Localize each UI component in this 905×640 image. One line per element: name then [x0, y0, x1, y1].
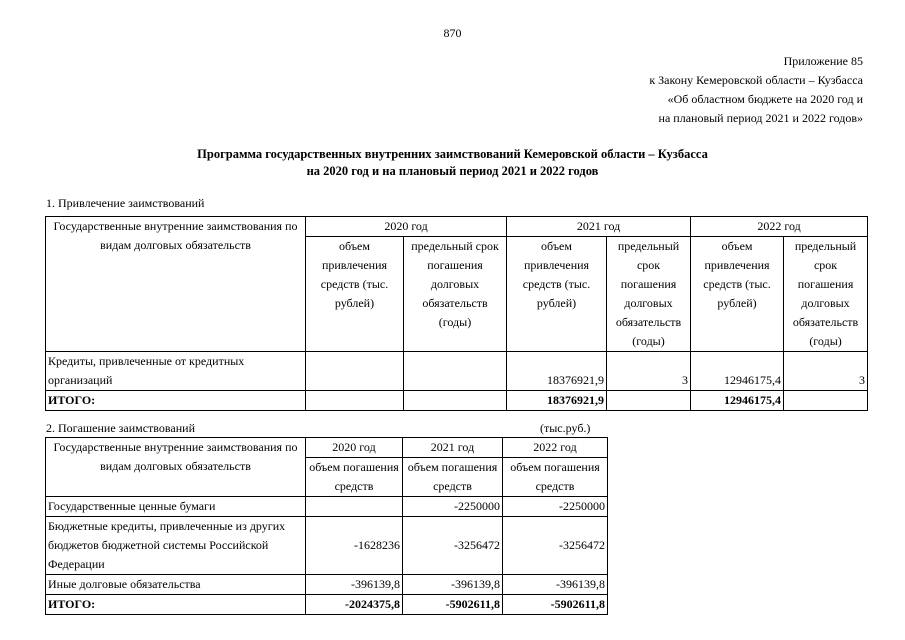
- annex-header: [649, 52, 863, 128]
- cell-value: -2250000: [403, 497, 503, 517]
- cell-value: -2250000: [503, 497, 608, 517]
- section1-heading: 1. Привлечение заимствований: [46, 196, 205, 210]
- cell-value: 12946175,4: [691, 352, 784, 391]
- table-row: [46, 575, 608, 595]
- cell-value: -3256472: [403, 517, 503, 575]
- cell-value: -396139,8: [503, 575, 608, 595]
- cell-value: -2024375,8: [306, 595, 403, 615]
- year-header: 2020 год: [306, 438, 403, 458]
- cell-value: [404, 352, 507, 391]
- cell-value: [607, 391, 691, 411]
- subheader-volume: объем погашения средств: [306, 458, 403, 497]
- table-row: [46, 497, 608, 517]
- cell-value: -1628236: [306, 517, 403, 575]
- table-header-row: [46, 217, 868, 237]
- cell-value: -3256472: [503, 517, 608, 575]
- row-name: Бюджетные кредиты, привлеченные из других бюджетов бюджетной системы Российской Федерации: [46, 517, 306, 575]
- section2-heading: 2. Погашение заимствований: [46, 421, 195, 435]
- total-label: ИТОГО:: [46, 595, 306, 615]
- table-header-row: [46, 438, 608, 458]
- year-header: 2021 год: [507, 217, 691, 237]
- cell-value: -396139,8: [403, 575, 503, 595]
- cell-value: 3: [607, 352, 691, 391]
- year-header: 2021 год: [403, 438, 503, 458]
- repayment-table: [45, 437, 608, 615]
- row-name: Иные долговые обязательства: [46, 575, 306, 595]
- borrowing-table: [45, 216, 868, 411]
- table-row: [46, 352, 868, 391]
- cell-value: -396139,8: [306, 575, 403, 595]
- subheader-term: предельный срок погашения долговых обязательств (годы): [404, 237, 507, 352]
- cell-value: [784, 391, 868, 411]
- annex-line-4: на плановый период 2021 и 2022 годов»: [658, 111, 863, 125]
- cell-value: [306, 352, 404, 391]
- annex-line-3: «Об областном бюджете на 2020 год и: [667, 92, 863, 106]
- cell-value: [404, 391, 507, 411]
- table-row: [46, 517, 608, 575]
- row-name: Кредиты, привлеченные от кредитных организаций: [46, 352, 306, 391]
- title-line-1: Программа государственных внутренних заимствований Кемеровской области – Кузбасса: [197, 147, 708, 161]
- column-header-category: Государственные внутренние заимствования по видам долговых обязательств: [46, 438, 306, 497]
- cell-value: 12946175,4: [691, 391, 784, 411]
- annex-line-2: к Закону Кемеровской области – Кузбасса: [649, 73, 863, 87]
- page-number: 870: [443, 26, 462, 40]
- unit-label: (тыс.руб.): [540, 421, 591, 435]
- total-row: [46, 391, 868, 411]
- total-row: [46, 595, 608, 615]
- cell-value: 3: [784, 352, 868, 391]
- subheader-volume: объем погашения средств: [503, 458, 608, 497]
- title-line-2: на 2020 год и на плановый период 2021 и 2022 годов: [306, 164, 599, 178]
- subheader-term: предельный срок погашения долговых обязательств (годы): [607, 237, 691, 352]
- subheader-volume: объем привлечения средств (тыс. рублей): [507, 237, 607, 352]
- subheader-volume: объем погашения средств: [403, 458, 503, 497]
- total-label: ИТОГО:: [46, 391, 306, 411]
- cell-value: 18376921,9: [507, 352, 607, 391]
- cell-value: [306, 497, 403, 517]
- year-header: 2022 год: [503, 438, 608, 458]
- document-title: [0, 146, 905, 180]
- annex-line-1: Приложение 85: [783, 54, 863, 68]
- subheader-volume: объем привлечения средств (тыс. рублей): [691, 237, 784, 352]
- row-name: Государственные ценные бумаги: [46, 497, 306, 517]
- cell-value: 18376921,9: [507, 391, 607, 411]
- year-header: 2020 год: [306, 217, 507, 237]
- cell-value: -5902611,8: [503, 595, 608, 615]
- year-header: 2022 год: [691, 217, 868, 237]
- column-header-category: Государственные внутренние заимствования по видам долговых обязательств: [46, 217, 306, 352]
- cell-value: [306, 391, 404, 411]
- subheader-term: предельный срок погашения долговых обязательств (годы): [784, 237, 868, 352]
- subheader-volume: объем привлечения средств (тыс. рублей): [306, 237, 404, 352]
- cell-value: -5902611,8: [403, 595, 503, 615]
